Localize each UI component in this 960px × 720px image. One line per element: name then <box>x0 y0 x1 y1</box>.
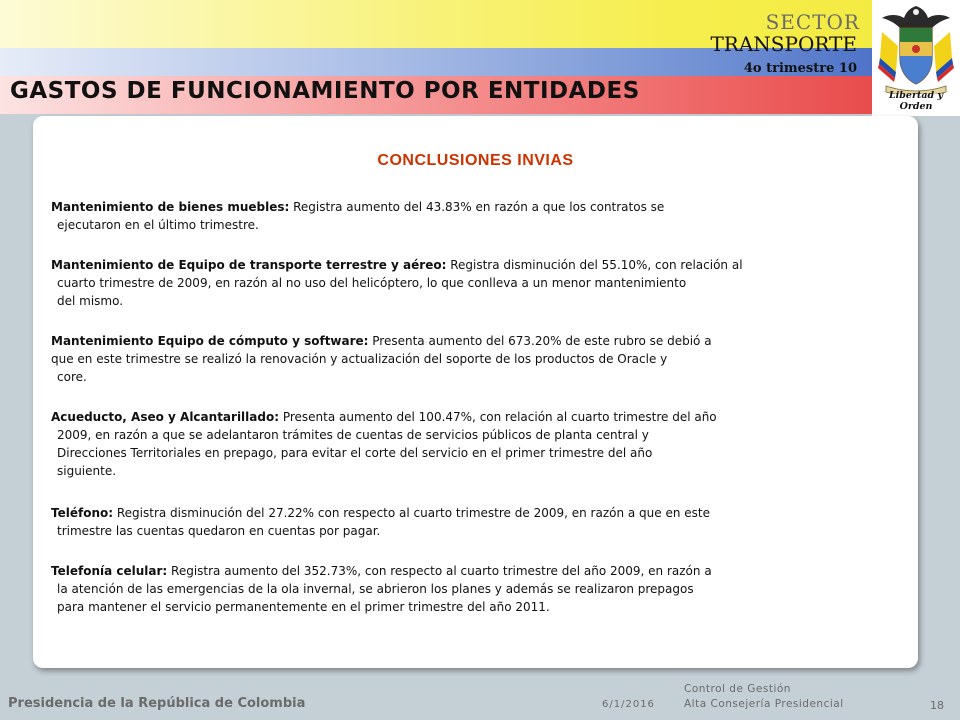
conclusion-text: siguiente. <box>57 464 117 478</box>
conclusion-lead: Mantenimiento de Equipo de transporte terrestre y aéreo: <box>51 258 447 272</box>
content-card <box>33 116 918 668</box>
coat-of-arms <box>872 0 960 116</box>
conclusion-text: Direcciones Territoriales en prepago, para evitar el corte del servicio en el primer trimestre del año <box>57 446 653 460</box>
footer-office-line: Control de Gestión <box>684 683 791 695</box>
conclusion-paragraph <box>51 504 710 540</box>
sector-name: TRANSPORTE <box>710 32 857 56</box>
conclusion-lead: Acueducto, Aseo y Alcantarillado: <box>51 410 280 424</box>
motto-label: Libertad y Orden <box>889 90 943 112</box>
conclusion-text: 2009, en razón a que se adelantaron trámites de cuentas de servicios públicos de planta central y <box>57 428 649 442</box>
conclusions-title: CONCLUSIONES INVIAS <box>377 152 574 169</box>
conclusion-paragraph <box>51 408 717 480</box>
conclusion-text: que en este trimestre se realizó la renovación y actualización del soporte de los productos de Oracle y <box>51 352 668 366</box>
page-title: GASTOS DE FUNCIONAMIENTO POR ENTIDADES <box>10 78 640 104</box>
conclusion-text: ejecutaron en el último trimestre. <box>57 218 259 232</box>
conclusion-text: Registra disminución del 55.10%, con relación al <box>446 258 743 272</box>
colombia-coat-of-arms-icon <box>876 2 956 94</box>
conclusion-paragraph <box>51 562 712 616</box>
sector-label: SECTOR <box>765 10 860 34</box>
conclusion-text: Registra aumento del 352.73%, con respecto al cuarto trimestre del año 2009, en razón a <box>167 564 712 578</box>
conclusion-text: del mismo. <box>57 294 124 308</box>
period-label: 4o trimestre 10 <box>743 61 857 76</box>
page-number: 18 <box>930 699 944 712</box>
footer-organization: Presidencia de la República de Colombia <box>8 696 306 711</box>
conclusion-lead: Mantenimiento Equipo de cómputo y software: <box>51 334 369 348</box>
conclusion-lead: Telefonía celular: <box>51 564 168 578</box>
footer-date: 6/1/2016 <box>602 699 655 710</box>
conclusion-lead: Teléfono: <box>51 506 114 520</box>
footer-office-line: Alta Consejería Presidencial <box>684 698 844 710</box>
conclusion-lead: Mantenimiento de bienes muebles: <box>51 200 290 214</box>
conclusion-paragraph <box>51 198 664 234</box>
conclusion-text: la atención de las emergencias de la ola invernal, se abrieron los planes y además se realizaron prepagos <box>57 582 694 596</box>
conclusion-text: Presenta aumento del 100.47%, con relación al cuarto trimestre del año <box>279 410 717 424</box>
footer-office <box>684 682 844 712</box>
conclusion-text: Presenta aumento del 673.20% de este rubro se debió a <box>368 334 712 348</box>
conclusion-text: para mantener el servicio permanentemente en el primer trimestre del año 2011. <box>57 600 550 614</box>
conclusion-text: trimestre las cuentas quedaron en cuentas por pagar. <box>57 524 381 538</box>
conclusion-paragraph <box>51 332 712 386</box>
conclusion-text: cuarto trimestre de 2009, en razón al no uso del helicóptero, lo que conlleva a un menor mantenimiento <box>57 276 687 290</box>
conclusion-text: Registra disminución del 27.22% con respecto al cuarto trimestre de 2009, en razón a que en este <box>113 506 710 520</box>
conclusion-text: Registra aumento del 43.83% en razón a que los contratos se <box>289 200 665 214</box>
conclusion-text: core. <box>57 370 87 384</box>
conclusion-paragraph <box>51 256 743 310</box>
